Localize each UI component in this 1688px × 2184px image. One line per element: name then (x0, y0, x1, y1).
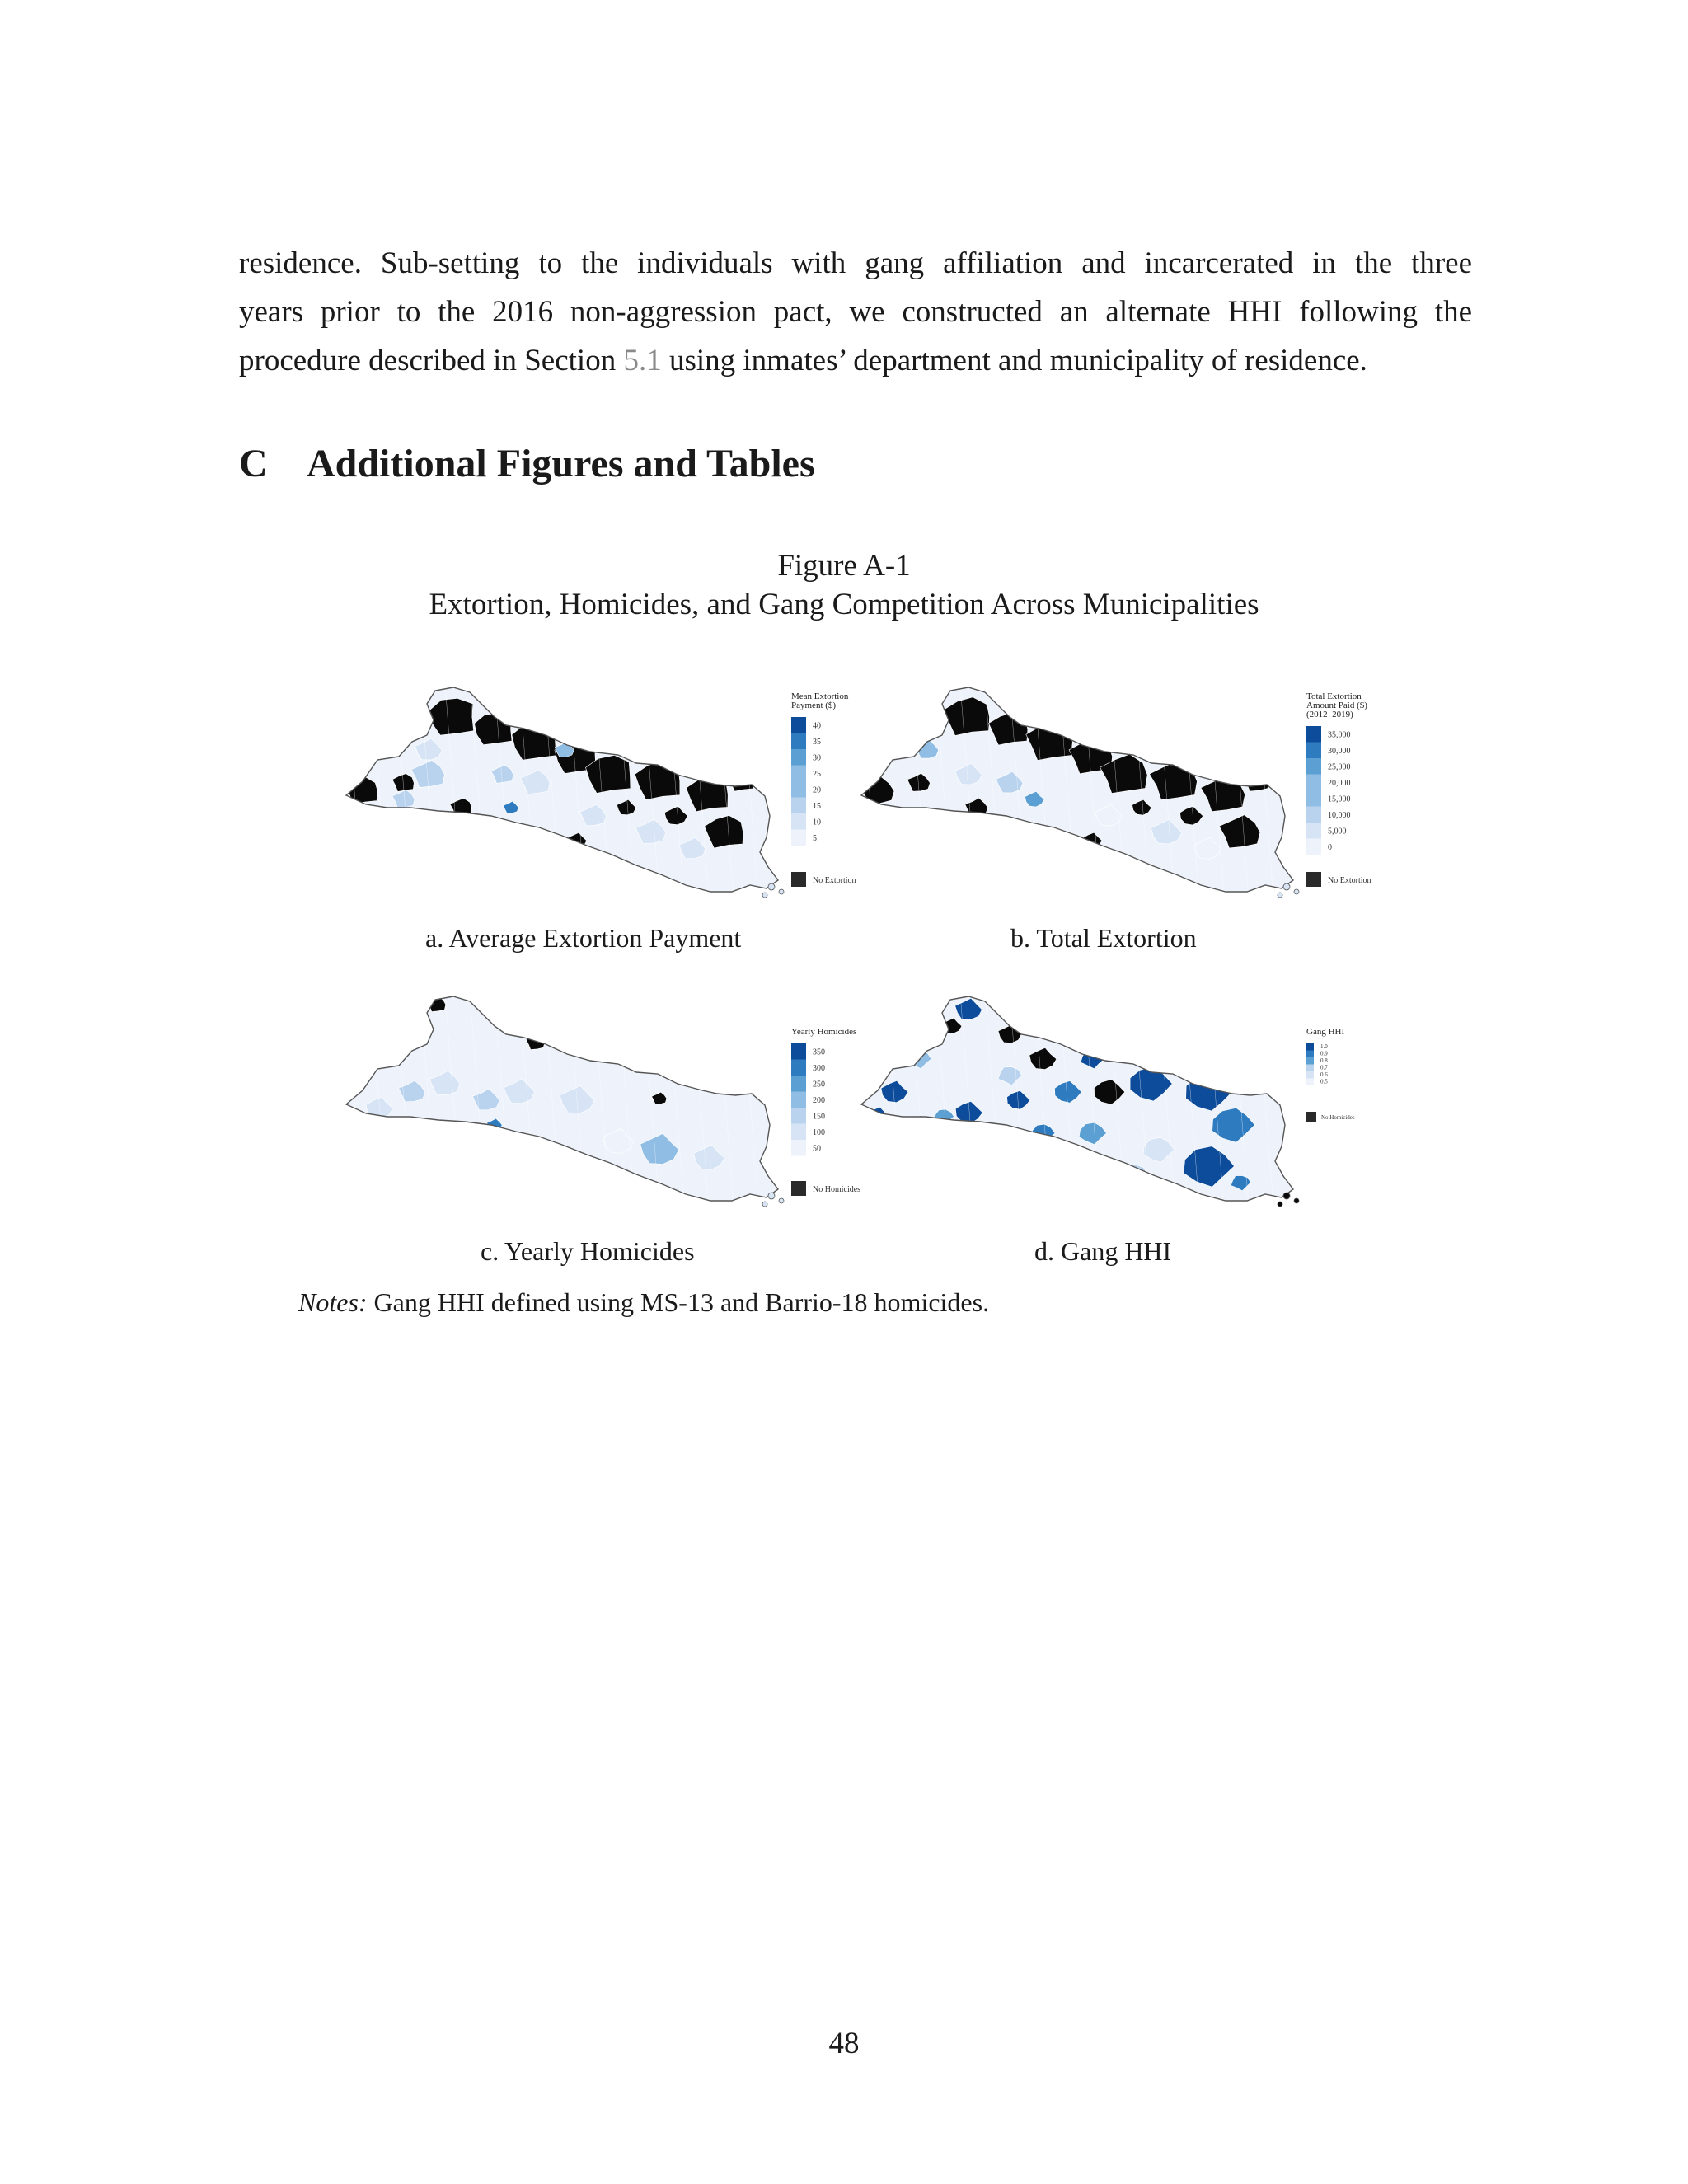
legend-tick-label: 0.8 (1320, 1057, 1328, 1064)
body-paragraph (239, 239, 1472, 385)
legend-tick-label: 10 (813, 818, 821, 827)
island (1283, 1193, 1290, 1199)
municipality-region (924, 993, 947, 1010)
legend-swatch (1306, 807, 1321, 823)
figure-label: Figure A-1 (777, 549, 911, 583)
figure-notes (298, 1287, 989, 1318)
legend-swatch (1306, 839, 1321, 855)
legend-tick-label: 350 (813, 1047, 825, 1057)
legend-tick-label: 300 (813, 1064, 825, 1074)
legend-tick-label: 1.0 (1320, 1043, 1328, 1050)
legend-tick-label: 20 (813, 785, 821, 795)
map-panel-gang-hhi (845, 993, 1389, 1224)
caption-c: c. Yearly Homicides (481, 1236, 695, 1266)
legend-tick-label: 35 (813, 738, 821, 748)
caption-d: d. Gang HHI (1034, 1236, 1172, 1266)
legend-swatch (1306, 743, 1321, 759)
legend-swatch (791, 733, 806, 750)
legend-swatch (1306, 1043, 1314, 1051)
no-data-swatch (791, 1181, 806, 1196)
legend-tick-label: 35,000 (1328, 730, 1351, 740)
choropleth-map-3 (845, 993, 1389, 1224)
legend-tick-label: 20,000 (1328, 779, 1351, 789)
legend-title-line: Yearly Homicides (791, 1027, 857, 1037)
legend-swatch (1306, 823, 1321, 839)
municipality-region (1120, 1165, 1148, 1186)
legend-tick-label: 250 (813, 1080, 825, 1090)
caption-b: b. Total Extortion (1010, 923, 1197, 953)
legend-swatch (791, 1092, 806, 1108)
legend-swatch (791, 1140, 806, 1156)
legend-swatch (1306, 775, 1321, 791)
figure-title: Extortion, Homicides, and Gang Competition Across Municipalities (429, 588, 1259, 621)
no-data-label: No Homicides (813, 1185, 861, 1194)
no-data-label: No Extortion (813, 876, 856, 885)
legend-tick-label: 25,000 (1328, 762, 1351, 772)
island (762, 1202, 767, 1207)
legend-tick-label: 0.6 (1320, 1071, 1328, 1078)
island (1283, 883, 1290, 890)
legend-swatch (791, 1060, 806, 1076)
municipality-region (345, 777, 377, 804)
map-panel-yearly-homicides (330, 993, 874, 1224)
legend-swatch (791, 1076, 806, 1092)
legend-swatch (1306, 790, 1321, 807)
caption-a: a. Average Extortion Payment (425, 923, 742, 953)
legend-swatch (791, 717, 806, 733)
notes-text: Gang HHI defined using MS-13 and Barrio-18 homicides. (367, 1287, 990, 1317)
legend-swatch (1306, 726, 1321, 743)
municipality-border (767, 993, 783, 1207)
map-panel-average-extortion (330, 684, 874, 915)
choropleth-map-0 (330, 684, 874, 915)
legend-swatch (791, 798, 806, 814)
legend-title-line: Payment ($) (791, 701, 837, 710)
legend-title-line: Total Extortion (1306, 691, 1362, 701)
legend-swatch (791, 830, 806, 846)
choropleth-map-2 (330, 993, 874, 1224)
legend-tick-label: 200 (813, 1096, 825, 1106)
legend-swatch (791, 1043, 806, 1060)
island (779, 1198, 784, 1203)
legend-swatch (791, 1108, 806, 1124)
island (1278, 893, 1282, 898)
legend-swatch (1306, 1065, 1314, 1072)
legend-title-line: Mean Extortion (791, 691, 849, 701)
municipality-border (1282, 684, 1298, 898)
legend-tick-label: 0.9 (1320, 1050, 1328, 1057)
municipality-border (1282, 993, 1298, 1207)
legend-title-line: Gang HHI (1306, 1027, 1345, 1037)
no-data-swatch (1306, 1112, 1316, 1122)
island (762, 893, 767, 898)
legend-swatch (791, 813, 806, 830)
legend-swatch (791, 749, 806, 766)
legend-swatch (1306, 758, 1321, 775)
body-line-3-start: procedure described in Section (239, 344, 624, 377)
municipality-border (767, 684, 783, 898)
island (1294, 1198, 1299, 1203)
municipality-region (982, 1124, 1006, 1143)
body-line-3 (239, 336, 1472, 385)
legend-tick-label: 15,000 (1328, 794, 1351, 804)
body-line-1: residence. Sub-setting to the individuals with gang affiliation and incarcerated in the three (239, 246, 1472, 280)
legend-tick-label: 25 (813, 770, 821, 780)
legend-title-line: (2012–2019) (1306, 710, 1353, 719)
island (779, 889, 784, 894)
notes-label: Notes: (298, 1287, 368, 1317)
page-number: 48 (828, 2027, 860, 2060)
choropleth-map-1 (845, 684, 1389, 915)
section-heading (239, 441, 815, 486)
no-data-label: No Homicides (1321, 1114, 1355, 1121)
legend-swatch (1306, 1057, 1314, 1065)
legend-tick-label: 10,000 (1328, 811, 1351, 821)
island (1278, 1202, 1282, 1207)
legend-tick-label: 5 (813, 834, 817, 844)
section-title: Additional Figures and Tables (307, 442, 815, 485)
section-reference-link[interactable]: 5.1 (623, 344, 662, 377)
island (768, 883, 775, 890)
no-data-label: No Extortion (1328, 876, 1372, 885)
legend-tick-label: 0.5 (1320, 1078, 1328, 1085)
legend-tick-label: 30 (813, 753, 821, 763)
legend-swatch (791, 766, 806, 782)
legend-swatch (791, 781, 806, 798)
body-line-2: years prior to the 2016 non-aggression pact, we constructed an alternate HHI following the (239, 295, 1472, 329)
legend-tick-label: 40 (813, 721, 821, 731)
legend-swatch (1306, 1071, 1314, 1079)
section-number: C (239, 442, 268, 485)
municipality-region (908, 1115, 931, 1134)
legend-tick-label: 150 (813, 1112, 825, 1122)
legend-tick-label: 5,000 (1328, 827, 1347, 837)
legend-swatch (1306, 1079, 1314, 1086)
legend-tick-label: 0 (1328, 843, 1332, 853)
island (1294, 889, 1299, 894)
legend-title-line: Amount Paid ($) (1306, 701, 1367, 710)
map-panel-total-extortion (845, 684, 1389, 915)
legend-swatch (791, 1124, 806, 1141)
legend-tick-label: 100 (813, 1128, 825, 1138)
legend-swatch (1306, 1051, 1314, 1058)
legend-tick-label: 50 (813, 1144, 821, 1154)
body-line-3-end: using inmates’ department and municipality of residence. (661, 344, 1367, 377)
legend-tick-label: 15 (813, 802, 821, 812)
legend-tick-label: 0.7 (1320, 1064, 1328, 1071)
legend-tick-label: 30,000 (1328, 747, 1351, 757)
no-data-swatch (1306, 872, 1321, 887)
island (768, 1193, 775, 1199)
no-data-swatch (791, 872, 806, 887)
